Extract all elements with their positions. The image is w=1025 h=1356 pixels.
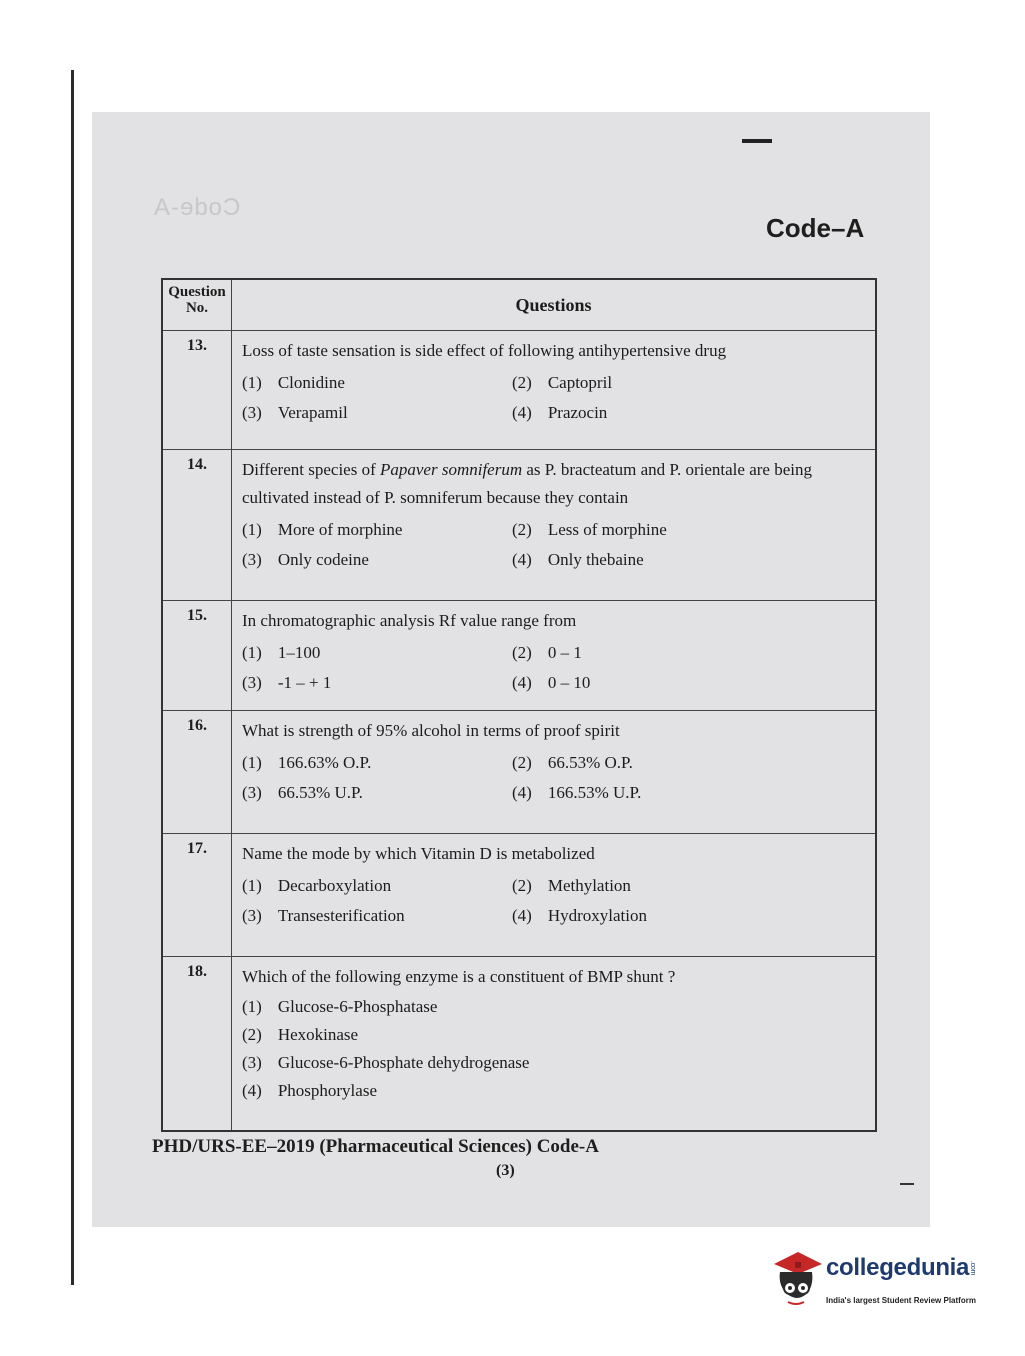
option-grid bbox=[242, 643, 875, 693]
page-number: (3) bbox=[496, 1162, 515, 1179]
option-2: (2) Methylation bbox=[512, 875, 631, 895]
question-row bbox=[162, 331, 876, 450]
brand-name: collegedunia.com bbox=[826, 1254, 977, 1281]
option-3: (3) Only codeine bbox=[242, 549, 369, 569]
option-4: (4) Only thebaine bbox=[512, 549, 644, 569]
question-row bbox=[162, 833, 876, 956]
question-row bbox=[162, 449, 876, 600]
question-text: Loss of taste sensation is side effect of following antihypertensive drug bbox=[242, 341, 727, 361]
question-row bbox=[162, 600, 876, 711]
column-header-questions: Questions bbox=[232, 279, 877, 331]
option-1: (1) 166.63% O.P. bbox=[242, 753, 372, 773]
question-row bbox=[162, 956, 876, 1131]
question-number: 13. bbox=[162, 331, 232, 450]
option-1: (1) More of morphine bbox=[242, 519, 403, 539]
question-number: 16. bbox=[162, 711, 232, 834]
column-header-no: Question No. bbox=[162, 279, 232, 331]
question-cell bbox=[232, 956, 877, 1131]
bleed-through-code: Code-A bbox=[153, 194, 241, 221]
option-4: (4) Hydroxylation bbox=[512, 905, 647, 925]
option-1: (1) Decarboxylation bbox=[242, 875, 392, 895]
question-number: 14. bbox=[162, 449, 232, 600]
option-grid bbox=[242, 876, 875, 926]
question-text: What is strength of 95% alcohol in terms of proof spirit bbox=[242, 721, 620, 741]
paper-code: Code–A bbox=[766, 213, 865, 243]
question-text: In chromatographic analysis Rf value range from bbox=[242, 610, 577, 630]
option-4: (4) Prazocin bbox=[512, 403, 608, 423]
option-1: (1) 1–100 bbox=[242, 642, 321, 662]
question-cell bbox=[232, 331, 877, 450]
brand-watermark[interactable] bbox=[768, 1248, 993, 1320]
option-3: (3) Glucose-6-Phosphate dehydrogenase bbox=[242, 1052, 530, 1072]
option-4: (4) Phosphorylase bbox=[242, 1080, 377, 1100]
question-text: Name the mode by which Vitamin D is metabolized bbox=[242, 843, 595, 863]
question-cell bbox=[232, 449, 877, 600]
option-2: (2) Captopril bbox=[512, 373, 613, 393]
option-4: (4) 0 – 10 bbox=[512, 672, 591, 692]
brand-tagline: India's largest Student Review Platform bbox=[826, 1296, 976, 1305]
graduate-cap-mascot-icon bbox=[768, 1248, 824, 1308]
option-grid bbox=[242, 520, 875, 570]
option-grid bbox=[242, 373, 875, 423]
question-text: Which of the following enzyme is a constituent of BMP shunt ? bbox=[242, 966, 676, 986]
option-3: (3) 66.53% U.P. bbox=[242, 783, 363, 803]
question-number: 18. bbox=[162, 956, 232, 1131]
question-cell bbox=[232, 600, 877, 711]
question-table bbox=[161, 278, 877, 1132]
option-3: (3) Transesterification bbox=[242, 905, 405, 925]
question-row bbox=[162, 711, 876, 834]
question-number: 15. bbox=[162, 600, 232, 711]
scan-edge-line bbox=[71, 70, 74, 1285]
option-1: (1) Glucose-6-Phosphatase bbox=[242, 996, 438, 1016]
option-3: (3) -1 – + 1 bbox=[242, 672, 332, 692]
option-list bbox=[242, 997, 875, 1101]
question-cell bbox=[232, 833, 877, 956]
option-3: (3) Verapamil bbox=[242, 403, 348, 423]
option-2: (2) Hexokinase bbox=[242, 1024, 359, 1044]
question-text: Different species of Papaver somniferum as P. bracteatum and P. orientale are being cultivated instead of P. somniferum because they contain bbox=[242, 459, 812, 507]
question-cell bbox=[232, 711, 877, 834]
species-name: Papaver somniferum bbox=[380, 459, 523, 479]
table-header bbox=[162, 279, 876, 331]
option-2: (2) Less of morphine bbox=[512, 519, 667, 539]
option-4: (4) 166.53% U.P. bbox=[512, 783, 642, 803]
question-number: 17. bbox=[162, 833, 232, 956]
option-grid bbox=[242, 753, 875, 803]
paper-footer: PHD/URS-EE–2019 (Pharmaceutical Sciences) Code-A bbox=[152, 1136, 599, 1157]
ink-mark bbox=[742, 139, 772, 143]
option-2: (2) 66.53% O.P. bbox=[512, 753, 633, 773]
option-1: (1) Clonidine bbox=[242, 373, 345, 393]
option-2: (2) 0 – 1 bbox=[512, 642, 582, 662]
margin-tick bbox=[900, 1183, 914, 1185]
